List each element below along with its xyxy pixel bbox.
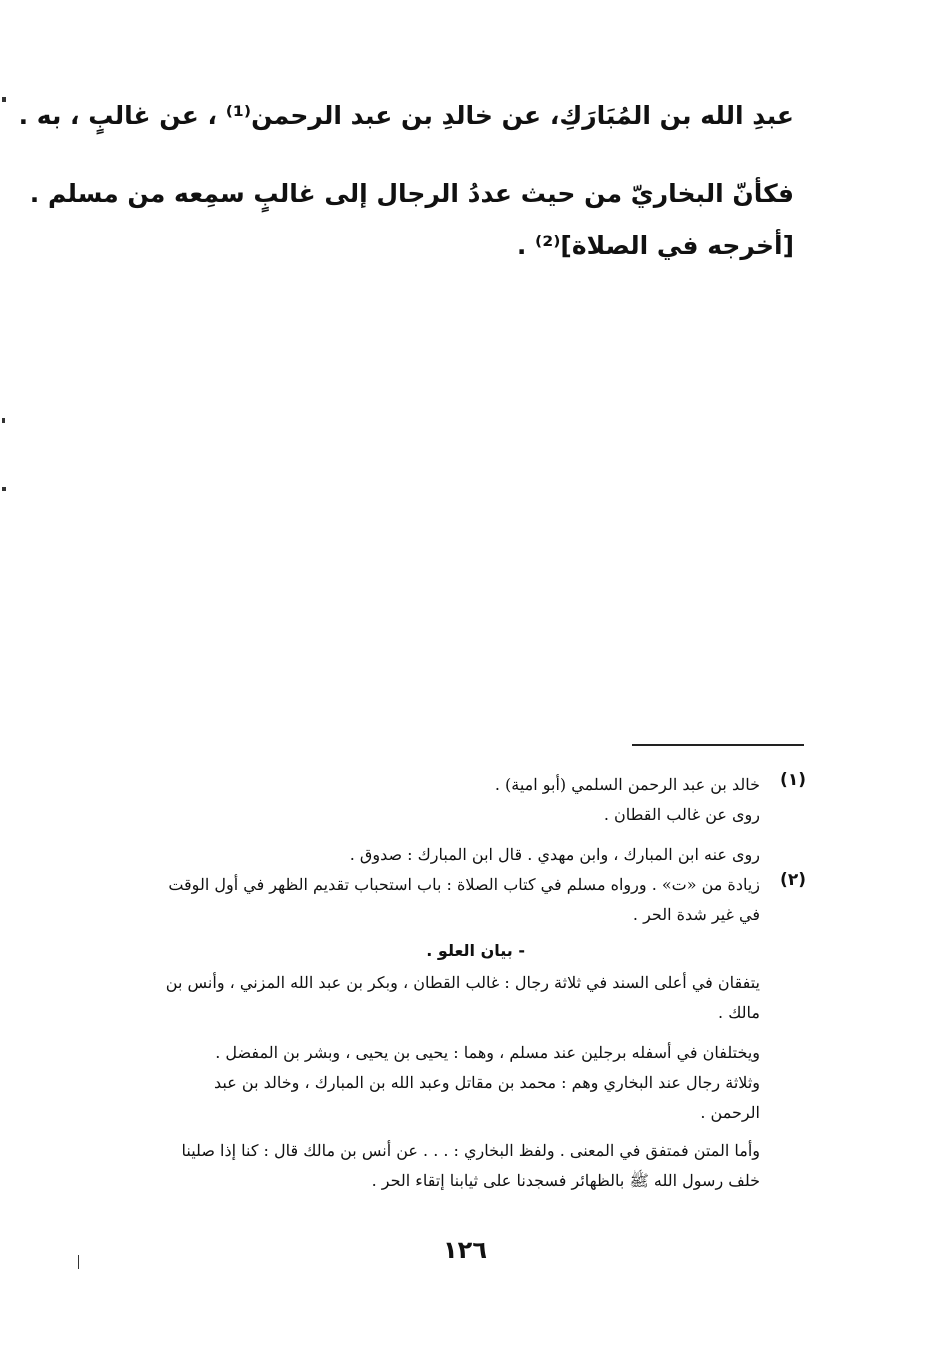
footnote-1-number: (١) bbox=[780, 770, 806, 790]
main-text-line-2: فكأنّ البخاريّ من حيث عددُ الرجال إلى غالبٍ سمِعه من مسلم . bbox=[29, 179, 794, 208]
footnote-2-number: (٢) bbox=[780, 870, 806, 890]
main-text-line-3: [أخرجه في الصلاة]⁽²⁾ . bbox=[516, 231, 794, 260]
footnote-para-2-line-1: ويختلفان في أسفله برجلين عند مسلم ، وهما : يحيى بن يحيى ، وبشر بن المفضل . bbox=[215, 1043, 760, 1062]
footnote-separator bbox=[632, 744, 804, 746]
footnote-1-line-1: خالد بن عبد الرحمن السلمي (أبو امية) . bbox=[494, 775, 760, 794]
scan-edge-mark bbox=[2, 487, 6, 491]
main-text-line-1: عبدِ الله بن المُبَارَكِ، عن خالدِ بن عبد الرحمن⁽¹⁾ ، عن غالبٍ ، به . bbox=[18, 101, 794, 130]
footnote-2-line-2: في غير شدة الحر . bbox=[632, 905, 760, 924]
footnote-para-1-line-1: يتفقان في أعلى السند في ثلاثة رجال : غالب القطان ، وبكر بن عبد الله المزني ، وأنس بن bbox=[165, 973, 760, 992]
scan-edge-mark bbox=[78, 1255, 79, 1269]
footnote-1-line-2: روى عن غالب القطان . bbox=[603, 805, 760, 824]
scan-edge-mark bbox=[2, 418, 5, 423]
footnote-heading: - بيان العلو . bbox=[426, 941, 525, 960]
footnote-para-2-line-2: وثلاثة رجال عند البخاري وهم : محمد بن مقاتل وعبد الله بن المبارك ، وخالد بن عبد bbox=[214, 1073, 760, 1092]
footnote-para-2-line-3: الرحمن . bbox=[700, 1103, 760, 1122]
footnote-2-line-1: زيادة من «ت» . ورواه مسلم في كتاب الصلاة : باب استحباب تقديم الظهر في أول الوقت bbox=[168, 875, 760, 894]
footnote-para-1-line-2: مالك . bbox=[718, 1003, 760, 1022]
scan-edge-mark bbox=[2, 97, 6, 102]
footnote-para-3-line-1: وأما المتن فمتفق في المعنى . ولفظ البخاري : . . . عن أنس بن مالك قال : كنا إذا صلينا bbox=[181, 1141, 760, 1160]
footnote-para-3-line-2: خلف رسول الله ﷺ بالظهائر فسجدنا على ثيابنا إتقاء الحر . bbox=[371, 1171, 760, 1190]
page-number: ١٢٦ bbox=[443, 1236, 487, 1264]
footnote-1-line-3: روى عنه ابن المبارك ، وابن مهدي . قال ابن المبارك : صدوق . bbox=[349, 845, 760, 864]
